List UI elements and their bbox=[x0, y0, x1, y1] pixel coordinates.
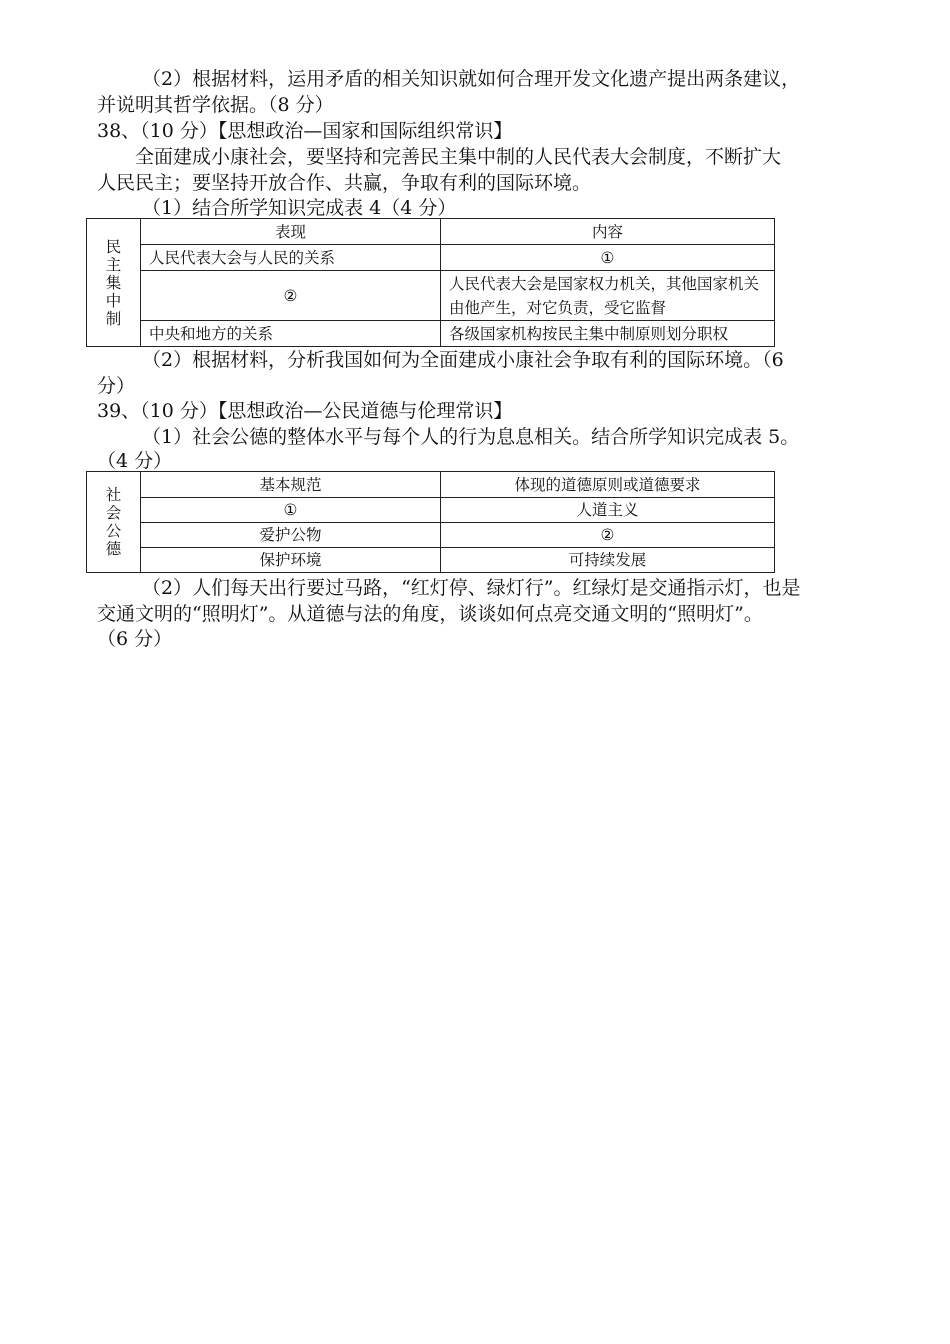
q39-part2-line2: 交通文明的“照明灯”。从道德与法的角度，谈谈如何点亮交通文明的“照明灯”。 bbox=[97, 603, 763, 625]
q39-part1-line2: （4 分） bbox=[97, 450, 173, 472]
q38-header: 38、（10 分）【思想政治—国家和国际组织常识】 bbox=[97, 120, 513, 142]
table4-cell: ② bbox=[141, 271, 441, 321]
table4-cell: 人民代表大会与人民的关系 bbox=[141, 245, 441, 271]
table-row bbox=[87, 271, 775, 321]
q39-part2-line1: （2）人们每天出行要过马路，“红灯停、绿灯行”。红绿灯是交通指示灯，也是 bbox=[142, 577, 801, 599]
q39-header: 39、（10 分）【思想政治—公民道德与伦理常识】 bbox=[97, 400, 513, 422]
table4-header-col1: 表现 bbox=[141, 219, 441, 245]
table5-cell: ① bbox=[141, 498, 441, 523]
table-4 bbox=[86, 218, 775, 347]
table5-header-col2: 体现的道德原则或道德要求 bbox=[441, 472, 775, 498]
table5-header-col1: 基本规范 bbox=[141, 472, 441, 498]
table5-cell: 爱护公物 bbox=[141, 523, 441, 548]
table-row bbox=[87, 245, 775, 271]
q38-part2-line1: （2）根据材料，分析我国如何为全面建成小康社会争取有利的国际环境。（6 bbox=[142, 349, 784, 371]
q38-intro-line2: 人民民主；要坚持开放合作、共赢，争取有利的国际环境。 bbox=[97, 172, 592, 194]
table-row bbox=[87, 498, 775, 523]
table5-cell: 可持续发展 bbox=[441, 548, 775, 573]
table5-cell: 人道主义 bbox=[441, 498, 775, 523]
q38-intro-line1: 全面建成小康社会，要坚持和完善民主集中制的人民代表大会制度，不断扩大 bbox=[135, 146, 782, 168]
table4-cell: 各级国家机构按民主集中制原则划分职权 bbox=[441, 321, 775, 347]
q37-part2-line2: 并说明其哲学依据。（8 分） bbox=[97, 94, 334, 116]
table-5 bbox=[86, 471, 775, 573]
table4-cell: 人民代表大会是国家权力机关，其他国家机关由他产生，对它负责，受它监督 bbox=[441, 271, 775, 321]
q39-part2-line3: （6 分） bbox=[97, 628, 173, 650]
table-row bbox=[87, 321, 775, 347]
table-row bbox=[87, 548, 775, 573]
table4-side-label: 民主集中制 bbox=[87, 219, 141, 347]
table5-side-label: 社会公德 bbox=[87, 472, 141, 573]
q39-part1-line1: （1）社会公德的整体水平与每个人的行为息息相关。结合所学知识完成表 5。 bbox=[142, 426, 800, 448]
q37-part2-line1: （2）根据材料，运用矛盾的相关知识就如何合理开发文化遗产提出两条建议， bbox=[142, 68, 801, 90]
q38-part2-line2: 分） bbox=[97, 375, 136, 397]
table5-cell: ② bbox=[441, 523, 775, 548]
table4-cell: 中央和地方的关系 bbox=[141, 321, 441, 347]
q38-part1: （1）结合所学知识完成表 4（4 分） bbox=[142, 197, 457, 219]
table4-cell: ① bbox=[441, 245, 775, 271]
table-row bbox=[87, 523, 775, 548]
table4-header-col2: 内容 bbox=[441, 219, 775, 245]
table5-cell: 保护环境 bbox=[141, 548, 441, 573]
